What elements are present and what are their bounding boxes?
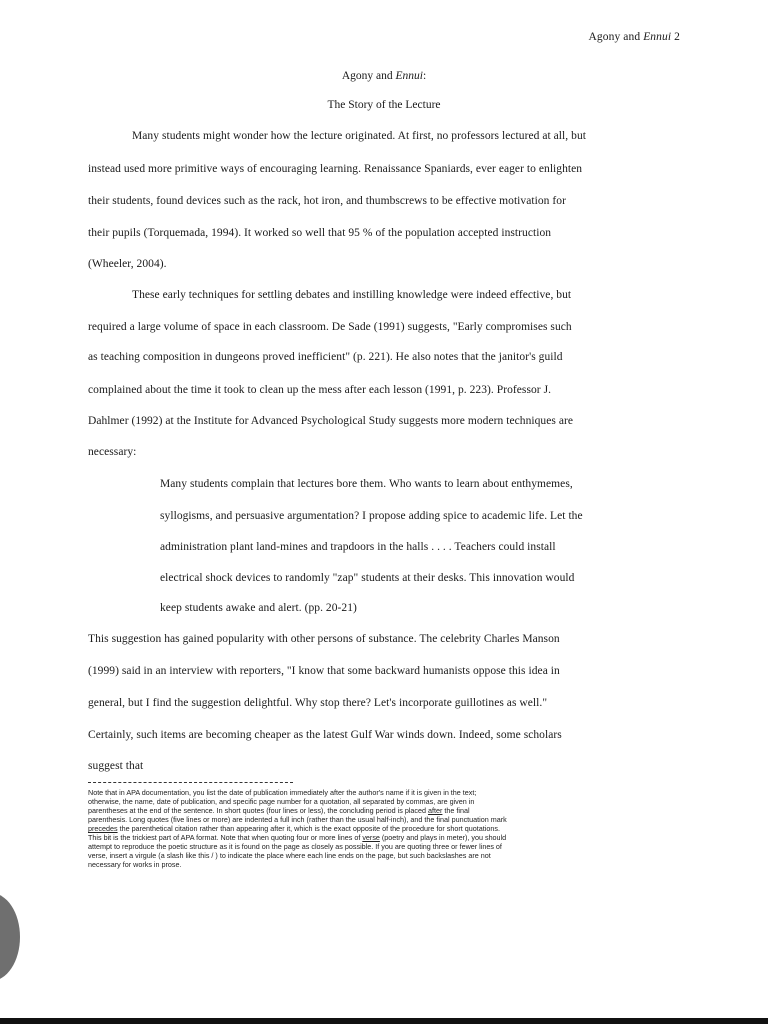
footnote-text: This bit is the trickiest part of APA format. Note that when quoting four or more lines of [88,833,363,842]
footnote-line [88,806,470,815]
block-quote-line: keep students awake and alert. (pp. 20-21) [160,602,357,614]
paragraph-3-line: Certainly, such items are becoming cheaper as the latest Gulf War winds down. Indeed, some scholars [88,729,562,741]
title-line-2: The Story of the Lecture [327,99,441,111]
footnote-underlined-word: after [428,806,443,815]
footnote-line: Note that in APA documentation, you list the date of publication immediately after the author's name if it is given in the text; [88,788,477,797]
footnote-line: verse, insert a virgule (a slash like this / ) to indicate the place where each line ends on the page, but such backslashes are not [88,851,491,860]
paragraph-2-line: complained about the time it took to clean up the mess after each lesson (1991, p. 223). Professor J. [88,384,552,396]
footnote-line: otherwise, the name, date of publication, and specific page number for a quotation, all separated by commas, are given in [88,797,475,806]
paragraph-2-line: as teaching composition in dungeons proved inefficient" (p. 221). He also notes that the janitor's guild [88,351,563,363]
footnote-line: attempt to reproduce the poetic structure as it is found on the page as closely as possible. If you are quoting three or fewer lines of [88,842,502,851]
paragraph-1-line: their students, found devices such as the rack, hot iron, and thumbscrews to be effective motivation for [88,195,566,207]
footnote-underlined-word: precedes [88,824,118,833]
paragraph-3-line: suggest that [88,760,144,772]
footnote-line [88,833,506,842]
footnote-text: the parenthetical citation rather than appearing after it, which is the exact opposite of the procedure for short quotations. [117,824,500,833]
paragraph-2-line: required a large volume of space in each classroom. De Sade (1991) suggests, "Early compromises such [88,321,572,333]
page-number: 2 [671,31,680,43]
block-quote-line: administration plant land-mines and trapdoors in the halls . . . . Teachers could install [160,541,556,553]
paragraph-3-line: (1999) said in an interview with reporters, "I know that some backward humanists oppose this idea in [88,665,560,677]
paragraph-3-line: This suggestion has gained popularity with other persons of substance. The celebrity Charles Manson [88,633,560,645]
block-quote-line: Many students complain that lectures bore them. Who wants to learn about enthymemes, [160,478,573,490]
bottom-edge-bar [0,1018,768,1024]
block-quote-line: syllogisms, and persuasive argumentation? I propose adding spice to academic life. Let the [160,510,583,522]
title-prefix: Agony and [341,70,396,82]
footnote-text: the final [442,806,470,815]
block-quote-line: electrical shock devices to randomly "zap" students at their desks. This innovation would [160,572,575,584]
paragraph-2-line: These early techniques for settling debates and instilling knowledge were indeed effective, but [132,289,572,301]
footnote-text: parentheses at the end of the sentence. In short quotes (four lines or less), the concluding period is placed [88,806,429,815]
footnote-line: parenthesis. Long quotes (five lines or more) are indented a full inch (rather than the usual half-inch), and the final punctuation mark [88,815,507,824]
title-italic: Ennui [395,70,423,82]
paragraph-3-line: general, but I find the suggestion delightful. Why stop there? Let's incorporate guillotines as well." [88,697,548,709]
paragraph-1-line: their pupils (Torquemada, 1994). It worked so well that 95 % of the population accepted instruction [88,227,552,239]
title-suffix: : [422,70,427,82]
footnote-text: (poetry and plays in meter), you should [379,833,507,842]
paragraph-1-line: instead used more primitive ways of encouraging learning. Renaissance Spaniards, ever eager to enlighten [88,163,583,175]
footnote-line [88,824,500,833]
footnote-separator [88,782,293,783]
running-head-italic: Ennui [643,31,672,43]
paragraph-2-line: necessary: [88,446,137,458]
paragraph-1-line: (Wheeler, 2004). [88,258,167,270]
paragraph-2-line: Dahlmer (1992) at the Institute for Advanced Psychological Study suggests more modern techniques are [88,415,574,427]
running-head-title: Agony and [588,31,644,43]
footnote-underlined-word: verse [362,833,380,842]
title-line-1 [0,70,768,82]
paragraph-1-line: Many students might wonder how the lecture originated. At first, no professors lectured at all, but [132,130,586,142]
running-head [589,31,680,43]
footnote-line: necessary for works in prose. [88,860,182,869]
side-circle-shape [0,893,20,981]
